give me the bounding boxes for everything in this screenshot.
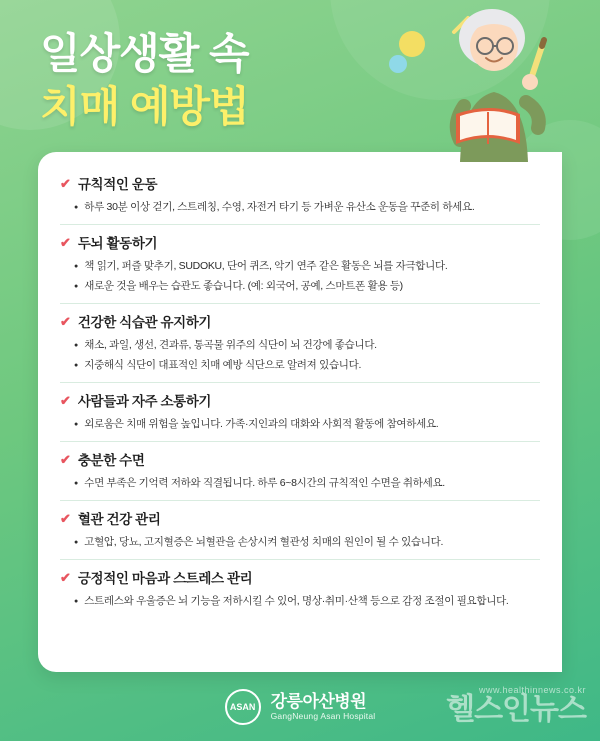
bullet-icon: ● xyxy=(74,342,79,349)
hospital-name-en: GangNeung Asan Hospital xyxy=(270,711,376,722)
list-item xyxy=(60,336,540,356)
bullet-icon: ● xyxy=(74,480,79,487)
tip-header xyxy=(60,311,540,331)
check-icon: ✔ xyxy=(60,451,71,467)
list-item xyxy=(60,277,540,297)
tip-title: 긍정적인 마음과 스트레스 관리 xyxy=(77,571,253,586)
tip-title: 건강한 식습관 유지하기 xyxy=(77,315,212,330)
bullet-icon: ● xyxy=(74,204,79,211)
bullet-text: 외로움은 치매 위험을 높입니다. 가족·지인과의 대화와 사회적 활동에 참여하세요. xyxy=(84,418,439,430)
check-icon: ✔ xyxy=(60,569,71,585)
hospital-logo-text xyxy=(271,692,376,722)
check-icon: ✔ xyxy=(60,234,71,250)
tips-card xyxy=(38,152,562,672)
watermark-url: www.healthinnews.co.kr xyxy=(478,685,586,695)
list-item xyxy=(60,198,540,218)
title-line-1: 일상생활 속 xyxy=(40,30,249,77)
tip-section-3 xyxy=(60,303,540,382)
bullet-text: 스트레스와 우울증은 뇌 기능을 저하시킬 수 있어, 명상·취미·산책 등으로 감정 조절이 필요합니다. xyxy=(84,595,509,607)
list-item xyxy=(60,415,540,435)
check-icon: ✔ xyxy=(60,175,71,191)
page-title xyxy=(0,28,600,133)
bullet-icon: ● xyxy=(74,263,79,270)
tip-section-7 xyxy=(60,559,540,618)
tip-title: 충분한 수면 xyxy=(77,453,145,468)
tip-title: 규칙적인 운동 xyxy=(77,177,158,192)
bullet-icon: ● xyxy=(74,362,79,369)
bullet-text: 고혈압, 당뇨, 고지혈증은 뇌혈관을 손상시켜 혈관성 치매의 원인이 될 수 있습니다. xyxy=(84,536,444,548)
bullet-text: 새로운 것을 배우는 습관도 좋습니다. (예: 외국어, 공예, 스마트폰 활용 등) xyxy=(84,280,403,292)
bullet-icon: ● xyxy=(74,539,79,546)
tip-section-2 xyxy=(60,224,540,303)
tip-section-5 xyxy=(60,441,540,500)
poster-header xyxy=(0,0,600,160)
bullet-icon: ● xyxy=(74,598,79,605)
watermark xyxy=(446,685,586,725)
tip-section-6 xyxy=(60,500,540,559)
list-item xyxy=(60,257,540,277)
bullet-text: 수면 부족은 기억력 저하와 직결됩니다. 하루 6~8시간의 규칙적인 수면을 취하세요. xyxy=(84,477,445,489)
tip-title: 두뇌 활동하기 xyxy=(77,236,158,251)
check-icon: ✔ xyxy=(60,510,71,526)
tip-header xyxy=(60,173,540,193)
bullet-text: 지중해식 식단이 대표적인 치매 예방 식단으로 알려져 있습니다. xyxy=(84,359,362,371)
list-item xyxy=(60,592,540,612)
check-icon: ✔ xyxy=(60,392,71,408)
check-icon: ✔ xyxy=(60,313,71,329)
tip-title: 사람들과 자주 소통하기 xyxy=(77,394,212,409)
tip-title: 혈관 건강 관리 xyxy=(77,512,161,527)
tip-header xyxy=(60,508,540,528)
list-item xyxy=(60,533,540,553)
tip-header xyxy=(60,232,540,252)
hospital-logo-icon: ASAN xyxy=(225,689,261,725)
bullet-icon: ● xyxy=(74,283,79,290)
title-line-2: 치매 예방법 xyxy=(40,82,249,130)
bullet-text: 하루 30분 이상 걷기, 스트레칭, 수영, 자전거 타기 등 가벼운 유산소 운동을 꾸준히 하세요. xyxy=(84,201,475,213)
list-item xyxy=(60,474,540,494)
bullet-text: 채소, 과일, 생선, 견과류, 통곡물 위주의 식단이 뇌 건강에 좋습니다. xyxy=(84,339,377,351)
hospital-name-ko: 강릉아산병원 xyxy=(270,691,367,711)
watermark-brand: 헬스인뉴스 xyxy=(446,693,586,726)
tip-header xyxy=(60,449,540,469)
tip-header xyxy=(60,390,540,410)
tip-header xyxy=(60,567,540,587)
tip-section-1 xyxy=(60,166,540,224)
bullet-text: 책 읽기, 퍼즐 맞추기, SUDOKU, 단어 퀴즈, 악기 연주 같은 활동은 뇌를 자극합니다. xyxy=(84,260,448,272)
tip-section-4 xyxy=(60,382,540,441)
bullet-icon: ● xyxy=(74,421,79,428)
list-item xyxy=(60,356,540,376)
